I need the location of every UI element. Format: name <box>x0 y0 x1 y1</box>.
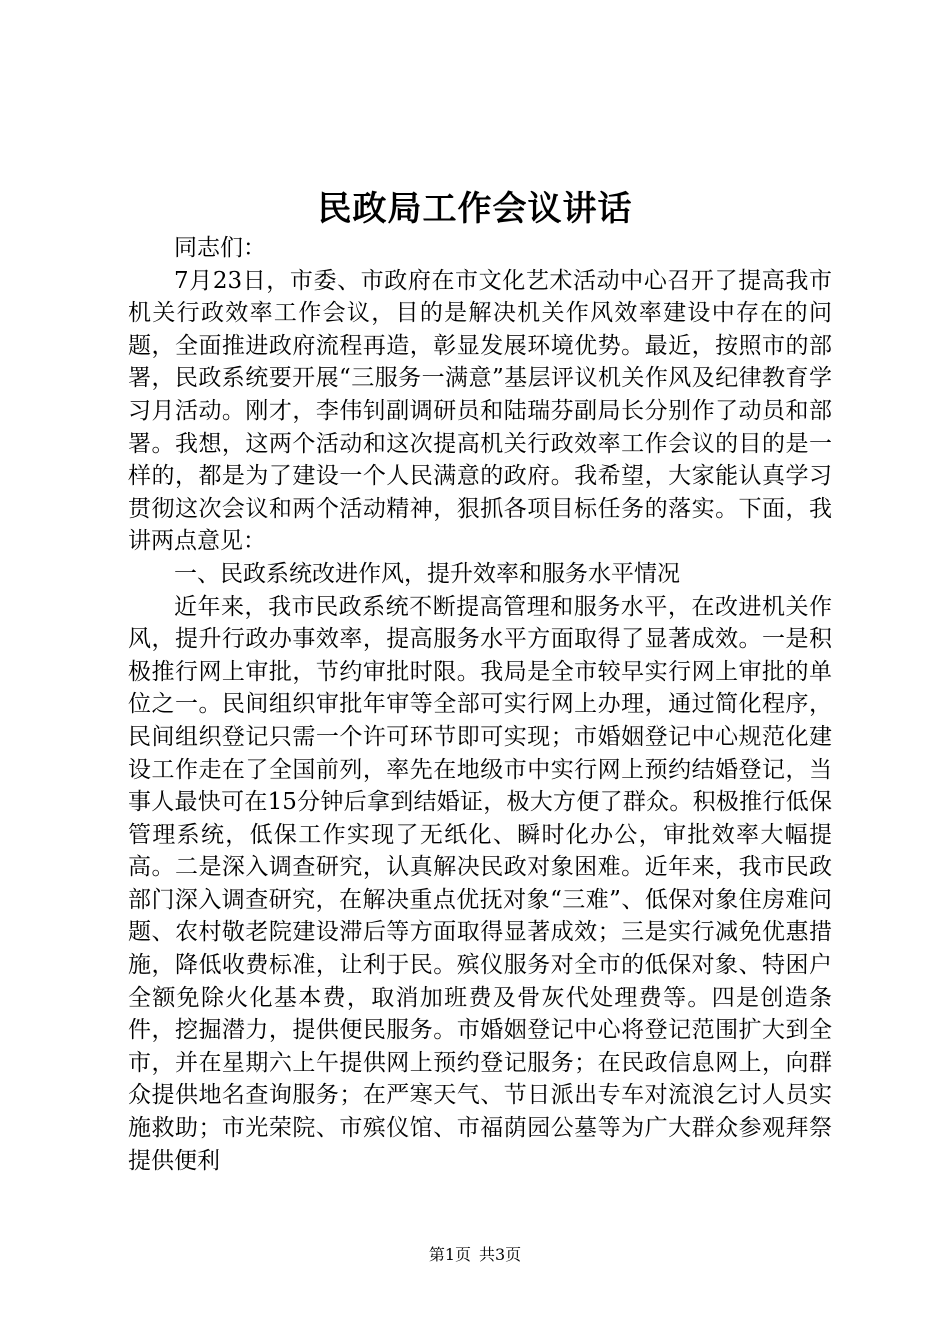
document-body <box>128 232 832 1177</box>
paragraph-intro: 7月23日，市委、市政府在市文化艺术活动中心召开了提高我市机关行政效率工作会议，目的是解决机关作风效率建设中存在的问题，全面推进政府流程再造，彰显发展环境优势。最近，按照市的部署，民政系统要开展“三服务一满意”基层评议机关作风及纪律教育学习月活动。刚才，李伟钊副调研员和陆瑞芬副局长分别作了动员和部署。我想，这两个活动和这次提高机关行政效率工作会议的目的是一样的，都是为了建设一个人民满意的政府。我希望，大家能认真学习贯彻这次会议和两个活动精神，狠抓各项目标任务的落实。下面，我讲两点意见： <box>128 267 832 555</box>
page-number: 第1页 <box>428 1245 471 1264</box>
page-total: 共3页 <box>479 1245 522 1264</box>
page-footer <box>0 1244 950 1266</box>
salutation: 同志们： <box>174 235 266 261</box>
document-title: 民政局工作会议讲话 <box>317 189 633 229</box>
section-heading-1: 一、民政系统改进作风，提升效率和服务水平情况 <box>174 560 680 587</box>
paragraph-section-1: 近年来，我市民政系统不断提高管理和服务水平，在改进机关作风，提升行政办事效率，提高服务水平方面取得了显著成效。一是积极推行网上审批，节约审批时限。我局是全市较早实行网上审批的单位之一。民间组织审批年审等全部可实行网上办理，通过简化程序，民间组织登记只需一个许可环节即可实现；市婚姻登记中心规范化建设工作走在了全国前列，率先在地级市中实行网上预约结婚登记，当事人最快可在15分钟后拿到结婚证，极大方便了群众。积极推行低保管理系统，低保工作实现了无纸化、瞬时化办公，审批效率大幅提高。二是深入调查研究，认真解决民政对象困难。近年来，我市民政部门深入调查研究，在解决重点优抚对象“三难”、低保对象住房难问题、农村敬老院建设滞后等方面取得显著成效；三是实行减免优惠措施，降低收费标准，让利于民。殡仪服务对全市的低保对象、特困户全额免除火化基本费，取消加班费及骨灰代处理费等。四是创造条件，挖掘潜力，提供便民服务。市婚姻登记中心将登记范围扩大到全市，并在星期六上午提供网上预约登记服务；在民政信息网上，向群众提供地名查询服务；在严寒天气、节日派出专车对流浪乞讨人员实施救助；市光荣院、市殡仪馆、市福荫园公墓等为广大群众参观拜祭提供便利 <box>128 593 832 1174</box>
